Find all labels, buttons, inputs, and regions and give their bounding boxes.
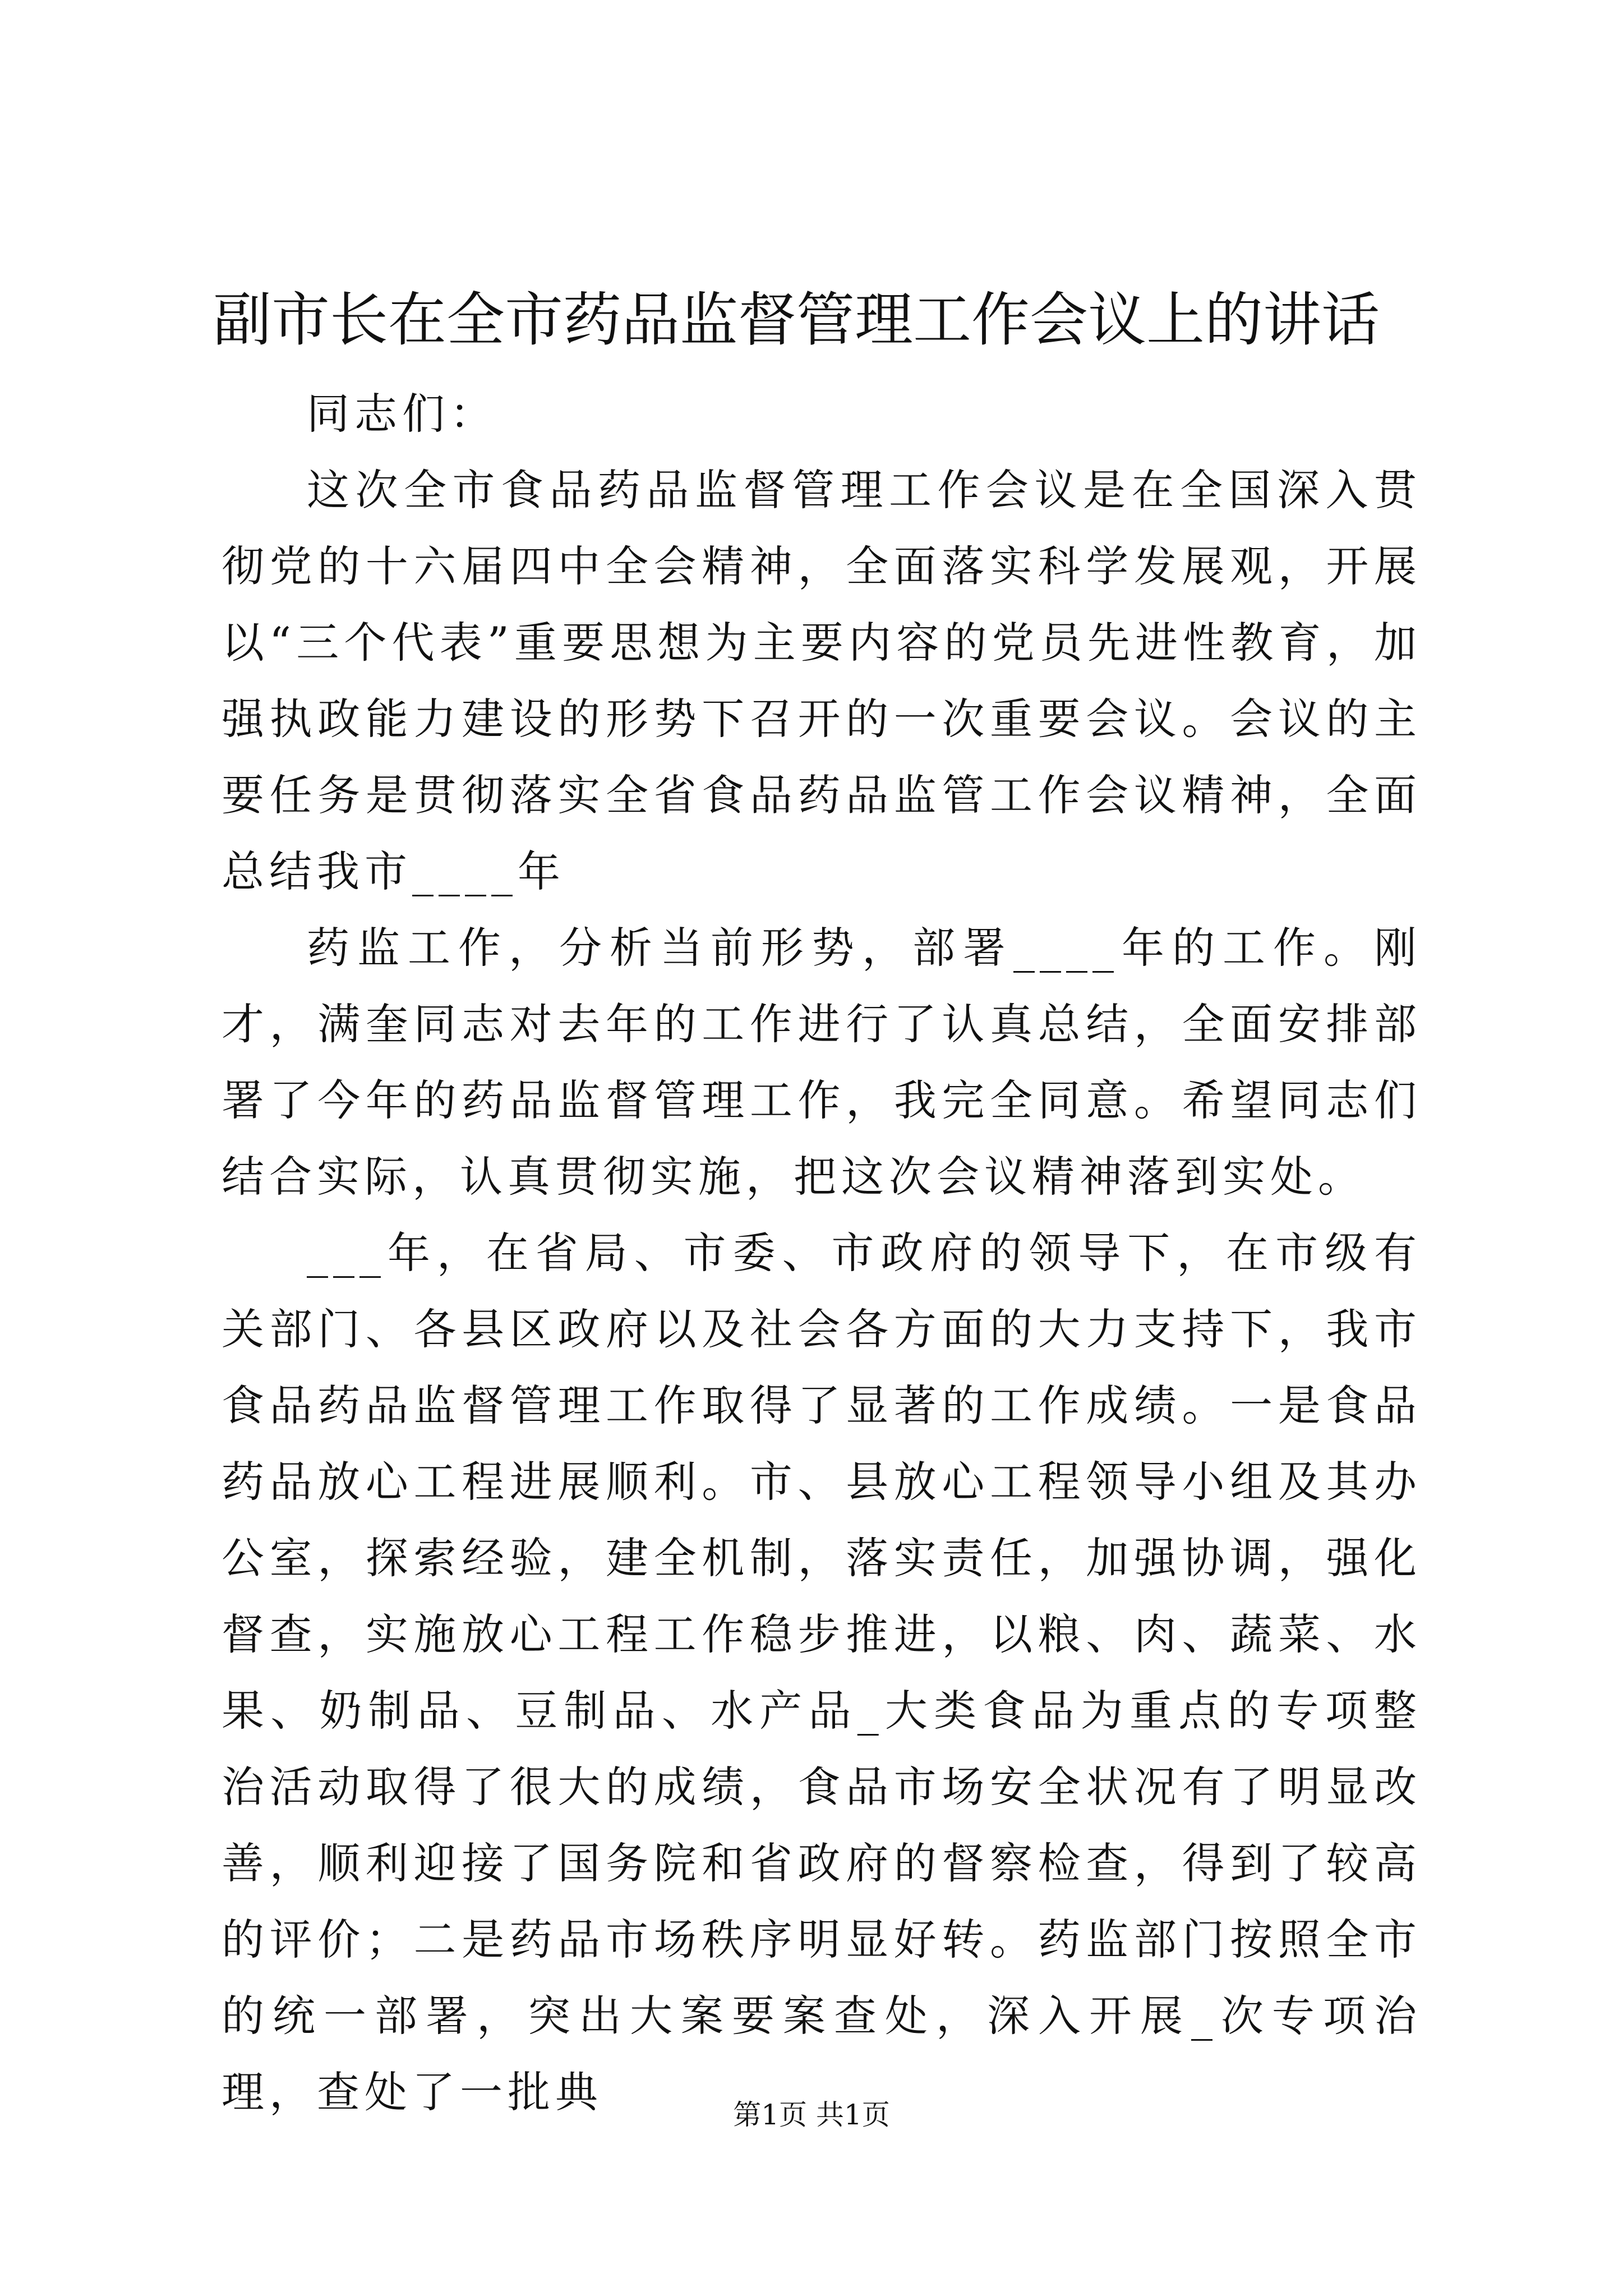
body-paragraph-2: 药监工作，分析当前形势，部署____年的工作。刚才，满奎同志对去年的工作进行了认真总结，全面安排部署了今年的药品监督管理工作，我完全同意。希望同志们结合实际，认真贯彻实施，把这次会议精神落到实处。 [222, 923, 1422, 1202]
body-paragraph-1: 这次全市食品药品监督管理工作会议是在全国深入贯彻党的十六届四中全会精神，全面落实科学发展观，开展以“三个代表”重要思想为主要内容的党员先进性教育，加强执政能力建设的形势下召开的一次重要会议。会议的主要任务是贯彻落实全省食品药品监管工作会议精神，全面总结我市____年 [222, 465, 1422, 896]
document-body [222, 376, 1422, 2131]
page-title: 副市长在全市药品监督管理工作会议上的讲话 [213, 286, 1380, 354]
page-footer: 第1页 共1页 [733, 2099, 890, 2131]
salutation-paragraph: 同志们： [307, 389, 497, 439]
body-paragraph-3: ___年，在省局、市委、市政府的领导下，在市级有关部门、各县区政府以及社会各方面的大力支持下，我市食品药品监督管理工作取得了显著的工作成绩。一是食品药品放心工程进展顺利。市、县放心工程领导小组及其办公室，探索经验，建全机制，落实责任，加强协调，强化督查，实施放心工程工作稳步推进，以粮、肉、蔬菜、水果、奶制品、豆制品、水产品_大类食品为重点的专项整治活动取得了很大的成绩，食品市场安全状况有了明显改善，顺利迎接了国务院和省政府的督察检查，得到了较高的评价；二是药品市场秩序明显好转。药监部门按照全市的统一部署，突出大案要案查处，深入开展_次专项治理，查处了一批典 [222, 1228, 1422, 2117]
